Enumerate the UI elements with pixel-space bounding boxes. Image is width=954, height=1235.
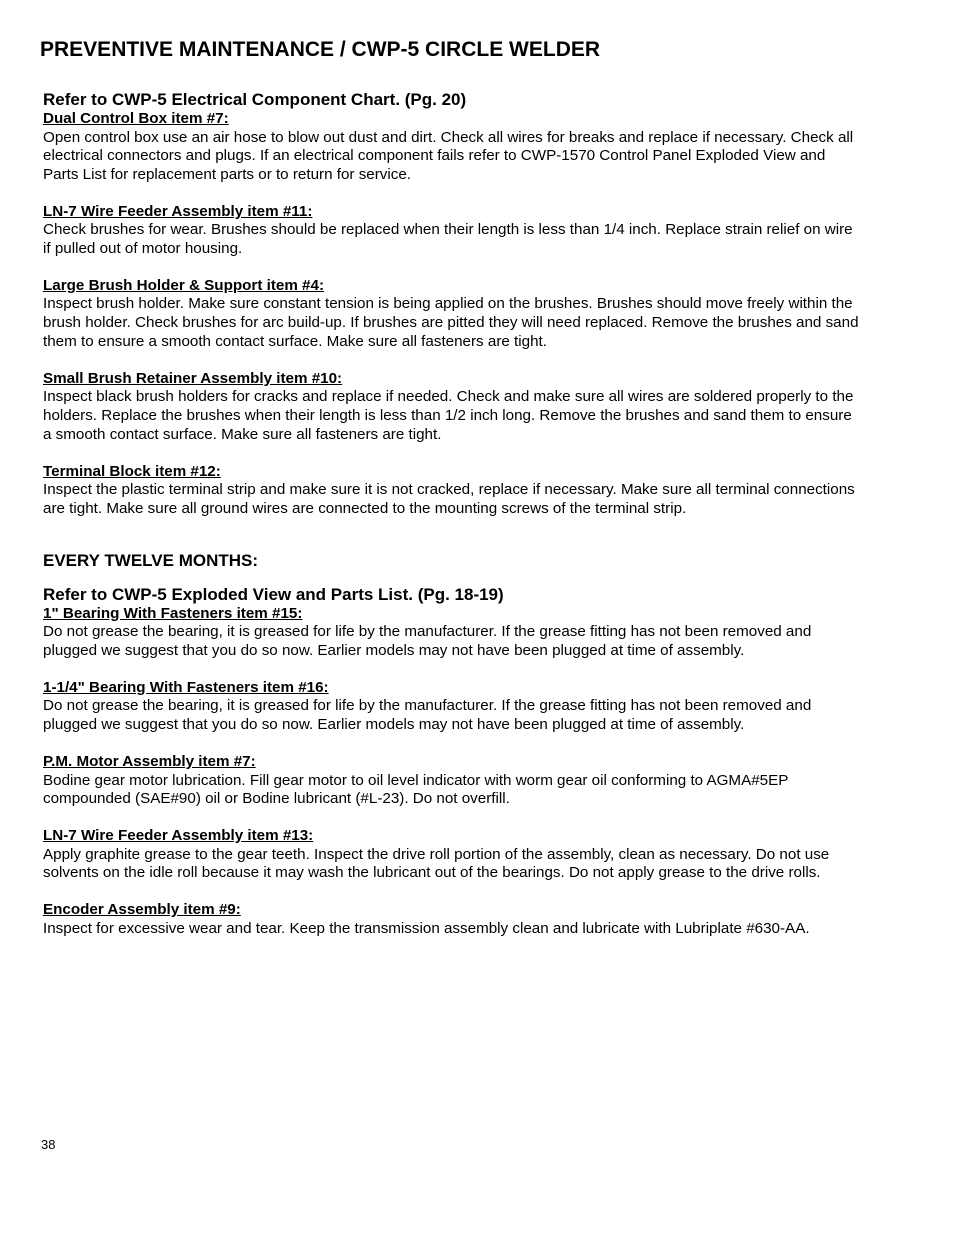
maintenance-item-encoder-assembly — [43, 901, 863, 938]
document-body — [43, 90, 863, 957]
item-body: Inspect brush holder. Make sure constant tension is being applied on the brushes. Brushes should move freely within the brush holder. Check brushes for arc build-up. If brushes are pitted they will need replaced. Remove the brushes and sand them to ensure a smooth contact surface. Make sure all fasteners are tight. — [43, 295, 859, 351]
every-twelve-months-heading: EVERY TWELVE MONTHS: — [43, 550, 259, 570]
maintenance-item-ln7-wire-feeder-11 — [43, 203, 863, 259]
item-body: Inspect black brush holders for cracks and replace if needed. Check and make sure all wires are soldered properly to the holders. Replace the brushes when their length is less than 1/2 inch long. Remove the brushes and sand them to ensure a smooth contact surface. Make sure all fasteners are tight. — [43, 388, 854, 443]
item-body: Inspect for excessive wear and tear. Keep the transmission assembly clean and lubricate with Lubriplate #630-AA. — [43, 919, 810, 937]
item-heading: 1-1/4" Bearing With Fasteners item #16: — [43, 678, 329, 696]
maintenance-item-large-brush-holder — [43, 277, 863, 352]
item-body: Inspect the plastic terminal strip and make sure it is not cracked, replace if necessary. Make sure all terminal connections are tight. Make sure all ground wires are connected to the mounting screws of the terminal strip. — [43, 481, 855, 518]
item-body: Do not grease the bearing, it is greased for life by the manufacturer. If the grease fitting has not been removed and plugged we suggest that you do so now. Earlier models may not have been plugged at time of assembly. — [43, 697, 812, 734]
page-number: 38 — [41, 1137, 56, 1152]
maintenance-item-1-1-4in-bearing — [43, 679, 863, 735]
maintenance-item-pm-motor — [43, 753, 863, 809]
item-heading: Small Brush Retainer Assembly item #10: — [43, 369, 343, 387]
maintenance-item-ln7-wire-feeder-13 — [43, 827, 863, 883]
item-heading: Terminal Block item #12: — [43, 462, 221, 480]
item-body: Bodine gear motor lubrication. Fill gear motor to oil level indicator with worm gear oil conforming to AGMA#5EP compounded (SAE#90) oil or Bodine lubricant (#L-23). Do not overfill. — [43, 771, 789, 808]
maintenance-item-terminal-block — [43, 463, 863, 519]
page-title: PREVENTIVE MAINTENANCE / CWP-5 CIRCLE WELDER — [40, 38, 601, 61]
exploded-view-reference-heading: Refer to CWP-5 Exploded View and Parts List. (Pg. 18-19) — [43, 584, 504, 604]
item-heading: 1" Bearing With Fasteners item #15: — [43, 604, 303, 622]
item-heading: Dual Control Box item #7: — [43, 110, 229, 127]
item-heading: Encoder Assembly item #9: — [43, 901, 241, 919]
item-heading: Large Brush Holder & Support item #4: — [43, 276, 325, 294]
maintenance-item-1in-bearing — [43, 605, 863, 661]
item-body: Check brushes for wear. Brushes should be replaced when their length is less than 1/4 inch. Replace strain relief on wire if pulled out of motor housing. — [43, 221, 853, 258]
item-heading: P.M. Motor Assembly item #7: — [43, 753, 256, 771]
item-heading: LN-7 Wire Feeder Assembly item #13: — [43, 827, 314, 845]
item-body: Open control box use an air hose to blow out dust and dirt. Check all wires for breaks and replace if necessary. Check all electrical connectors and plugs. If an electrical component fails refer to CWP-1570 Control Panel Exploded View and Parts List for replacement parts or to return for service. — [43, 128, 854, 184]
item-body: Apply graphite grease to the gear teeth. Inspect the drive roll portion of the assembly, clean as necessary. Do not use solvents on the idle roll because it may wash the lubricant out of the bearings. Do not apply grease to the drive rolls. — [43, 845, 830, 882]
electrical-chart-reference-heading: Refer to CWP-5 Electrical Component Chart. (Pg. 20) — [43, 90, 467, 109]
item-heading: LN-7 Wire Feeder Assembly item #11: — [43, 202, 313, 220]
maintenance-item-dual-control-box — [43, 110, 863, 185]
maintenance-item-small-brush-retainer — [43, 370, 863, 445]
item-body: Do not grease the bearing, it is greased for life by the manufacturer. If the grease fitting has not been removed and plugged we suggest that you do so now. Earlier models may not have been plugged at time of assembly. — [43, 623, 812, 660]
